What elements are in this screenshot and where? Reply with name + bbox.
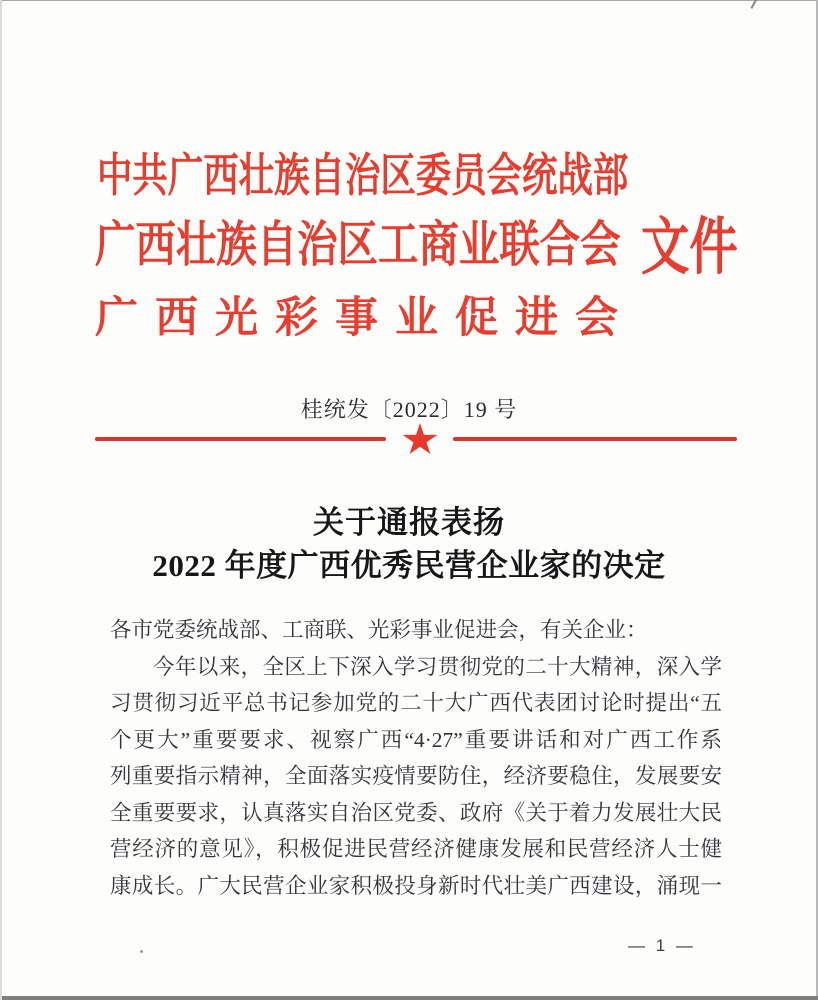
body-line: 今年以来，全区上下深入学习贯彻党的二十大精神，深入学 (153, 654, 722, 679)
scan-edge-top (0, 0, 818, 1)
letterhead-line-2: 广西壮族自治区工商业联合会 (95, 217, 621, 272)
scan-corner-mark (751, 0, 758, 9)
document-number: 桂统发〔2022〕19 号 (300, 397, 518, 422)
body-line: 个更大”重要要求、视察广西“4·27”重要讲话和对广西工作系 (110, 727, 722, 752)
separator-rule-left (95, 437, 386, 441)
document-title-line-2: 2022 年度广西优秀民营企业家的决定 (152, 548, 666, 583)
separator-rule-right (453, 437, 737, 441)
red-star-icon (402, 423, 438, 457)
body-line: 习贯彻习近平总书记参加党的二十大广西代表团讨论时提出“五 (110, 691, 722, 715)
body-text-block (110, 612, 722, 904)
document-title-line-1: 关于通报表扬 (313, 505, 505, 540)
salutation-line: 各市党委统战部、工商联、光彩事业促进会，有关企业： (110, 618, 648, 642)
letterhead-line-1: 中共广西壮族自治区委员会统战部 (97, 150, 629, 201)
body-line: 列重要指示精神，全面落实疫情要防住，经济要稳住，发展要安 (110, 764, 722, 788)
page-number: — 1 — (628, 936, 696, 955)
body-line: 康成长。广大民营企业家积极投身新时代壮美广西建设，涌现一 (110, 873, 722, 898)
body-line: 营经济的意见》，积极促进民营经济健康发展和民营经济人士健 (110, 837, 722, 861)
body-line: 全重要要求，认真落实自治区党委、政府《关于着力发展壮大民 (110, 800, 722, 825)
letterhead-line-3: 广西光彩事业促进会 (95, 295, 635, 342)
scan-edge-bottom (0, 996, 818, 1000)
scan-speckle (140, 950, 143, 953)
letterhead-document-word: 文件 (641, 214, 738, 282)
